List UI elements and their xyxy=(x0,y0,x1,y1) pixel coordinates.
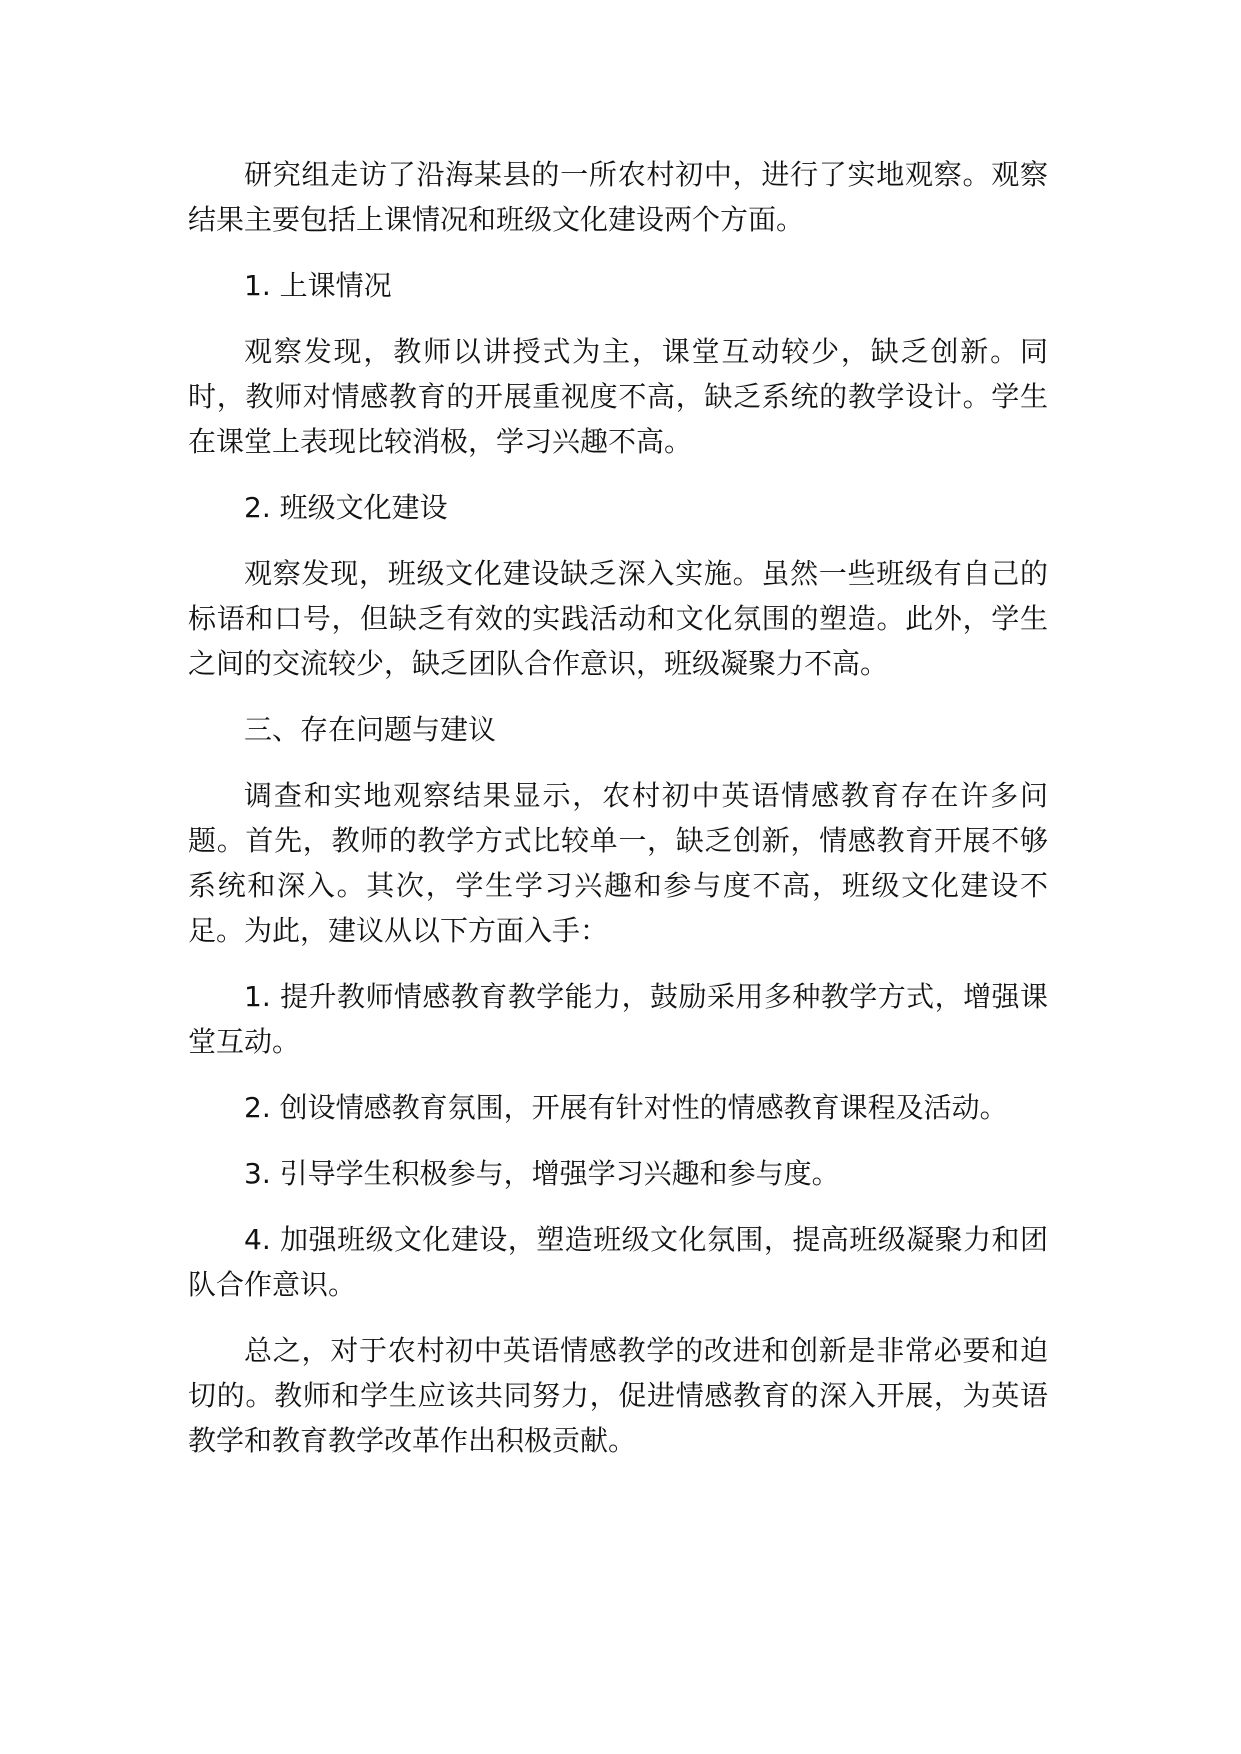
document-body xyxy=(188,152,1048,1484)
paragraph-problems: 调查和实地观察结果显示，农村初中英语情感教育存在许多问题。首先，教师的教学方式比较单一，缺乏创新，情感教育开展不够系统和深入。其次，学生学习兴趣和参与度不高，班级文化建设不足。为此，建议从以下方面入手： xyxy=(188,779,1048,947)
paragraph-culture-findings: 观察发现，班级文化建设缺乏深入实施。虽然一些班级有自己的标语和口号，但缺乏有效的实践活动和文化氛围的塑造。此外，学生之间的交流较少，缺乏团队合作意识，班级凝聚力不高。 xyxy=(188,557,1048,680)
heading-class-culture: 2. 班级文化建设 xyxy=(244,491,448,524)
paragraph-conclusion: 总之，对于农村初中英语情感教学的改进和创新是非常必要和迫切的。教师和学生应该共同努力，促进情感教育的深入开展，为英语教学和教育教学改革作出积极贡献。 xyxy=(188,1334,1048,1457)
paragraph-observation-intro: 研究组走访了沿海某县的一所农村初中，进行了实地观察。观察结果主要包括上课情况和班级文化建设两个方面。 xyxy=(188,158,1048,236)
suggestion-item-3: 3. 引导学生积极参与，增强学习兴趣和参与度。 xyxy=(244,1157,840,1190)
suggestion-item-2: 2. 创设情感教育氛围，开展有针对性的情感教育课程及活动。 xyxy=(244,1091,1008,1124)
suggestion-item-4: 4. 加强班级文化建设，塑造班级文化氛围，提高班级凝聚力和团队合作意识。 xyxy=(188,1223,1048,1301)
heading-problems-suggestions: 三、存在问题与建议 xyxy=(244,713,497,746)
heading-class-situation: 1. 上课情况 xyxy=(244,269,392,302)
paragraph-class-findings: 观察发现，教师以讲授式为主，课堂互动较少，缺乏创新。同时，教师对情感教育的开展重视度不高，缺乏系统的教学设计。学生在课堂上表现比较消极，学习兴趣不高。 xyxy=(188,335,1048,458)
suggestion-item-1: 1. 提升教师情感教育教学能力，鼓励采用多种教学方式，增强课堂互动。 xyxy=(188,980,1048,1058)
